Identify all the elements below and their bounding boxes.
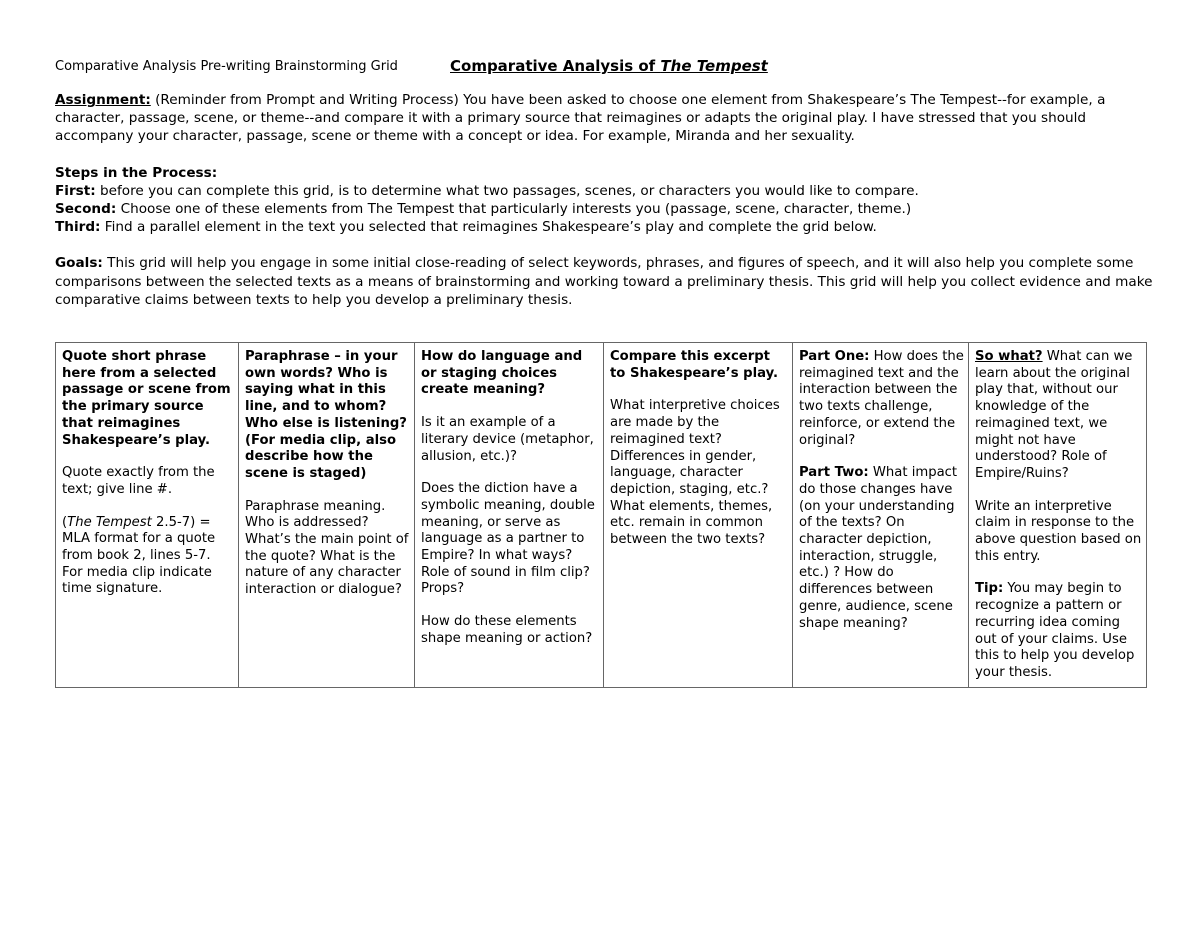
col1-heading: Quote short phrase here from a selected passage or scene from the primary source that reimagines Shakespeare’s play. [62,349,231,448]
grid-cell-language [415,343,604,688]
col6-so-what [975,349,1142,483]
steps-heading: Steps in the Process: [55,164,218,181]
col1-text2 [62,515,234,599]
step-second [55,200,1155,218]
col2-heading: Paraphrase – in your own words? Who is saying what in this line, and to whom? Who else is listening? (For media clip, also describe how the scene is staged) [245,349,407,481]
col1-italic-title: The Tempest [67,514,152,530]
page-title-text: Comparative Analysis of [450,57,661,75]
goals-paragraph [55,254,1155,309]
col6-so-what-label: So what? [975,349,1043,364]
col5-part-two-text: What impact do those changes have (on your understanding of the texts? On character depiction, interaction, struggle, etc.) ? How do differences between genre, audience, scene shape meaning? [799,465,958,631]
assignment-text: (Reminder from Prompt and Writing Process) You have been asked to choose one element from Shakespeare’s The Tempest--for example, a character, passage, scene, or theme--and compare it with a primary source that reimagines or adapts the original play. I have stressed that you should accompany your character, passage, scene or theme with a concept or idea. For example, Miranda and her sexuality. [55,92,1106,145]
page-title [450,57,768,75]
col3-heading: How do language and or staging choices create meaning? [421,349,583,398]
col4-heading: Compare this excerpt to Shakespeare’s play. [610,349,778,381]
document-header [55,57,1155,77]
col5-part-one [799,349,964,449]
grid-cell-so-what [969,343,1147,688]
col6-so-what-text: What can we learn about the original play that, without our knowledge of the reimagined text, we might not have understood? Role of Empire/Ruins? [975,349,1133,481]
col3-text3: How do these elements shape meaning or action? [421,614,593,646]
step-first-label: First: [55,182,96,199]
col6-text2: Write an interpretive claim in response to the above question based on this entry. [975,498,1142,564]
grid-row [56,343,1147,688]
col3-text2: Does the diction have a symbolic meaning, double meaning, or serve as language as a partner to Empire? In what ways? Role of sound in film clip? Props? [421,481,595,597]
step-first-text: before you can complete this grid, is to determine what two passages, scenes, or characters you would like to compare. [95,182,919,199]
step-second-label: Second: [55,201,117,218]
col1-text2-rest: 2.5-7) = MLA format for a quote from book 2, lines 5-7. For media clip indicate time signature. [62,514,216,597]
grid-cell-paraphrase [239,343,415,688]
col5-part-two-label: Part Two: [799,465,869,481]
col6-tip [975,581,1142,681]
col6-tip-text: You may begin to recognize a pattern or recurring idea coming out of your claims. Use this to help you develop your thesis. [975,581,1135,680]
step-third-text: Find a parallel element in the text you selected that reimagines Shakespeare’s play and complete the grid below. [100,219,877,236]
col5-part-two [799,465,964,632]
step-first [55,182,1155,200]
assignment-paragraph [55,91,1155,146]
col6-tip-label: Tip: [975,581,1004,597]
grid-cell-parts [793,343,969,688]
instructions [55,91,1155,309]
grid-cell-quote [56,343,239,688]
col1-text1: Quote exactly from the text; give line #. [62,465,215,497]
col1-paren: ( [62,514,68,530]
col5-part-one-label: Part One: [799,349,870,364]
grid-cell-compare [604,343,793,688]
header-subtitle: Comparative Analysis Pre-writing Brainstorming Grid [55,59,398,74]
step-third [55,218,1155,236]
goals-text: This grid will help you engage in some initial close-reading of select keywords, phrases, and figures of speech, and it will also help you complete some comparisons between the selected texts as a means of brainstorming and working toward a preliminary thesis. This grid will help you collect evidence and make comparative claims between texts to help you develop a preliminary thesis. [55,255,1153,308]
col2-text1: Paraphrase meaning. Who is addressed? What’s the main point of the quote? What is the nature of any character interaction or dialogue? [245,498,409,598]
step-second-text: Choose one of these elements from The Tempest that particularly interests you (passage, scene, character, theme.) [116,201,912,218]
assignment-label: Assignment: [55,92,151,108]
page-title-italic: The Tempest [660,57,768,75]
col3-text1: Is it an example of a literary device (metaphor, allusion, etc.)? [421,415,594,464]
col4-text1: What interpretive choices are made by the reimagined text? Differences in gender, language, character depiction, staging, etc.? What elements, themes, etc. remain in common between the two texts? [610,398,780,548]
brainstorming-grid [55,342,1147,688]
goals-label: Goals: [55,255,103,272]
step-third-label: Third: [55,219,101,236]
col5-part-one-text: How does the reimagined text and the interaction between the two texts challenge, reinforce, or extend the original? [799,349,964,448]
